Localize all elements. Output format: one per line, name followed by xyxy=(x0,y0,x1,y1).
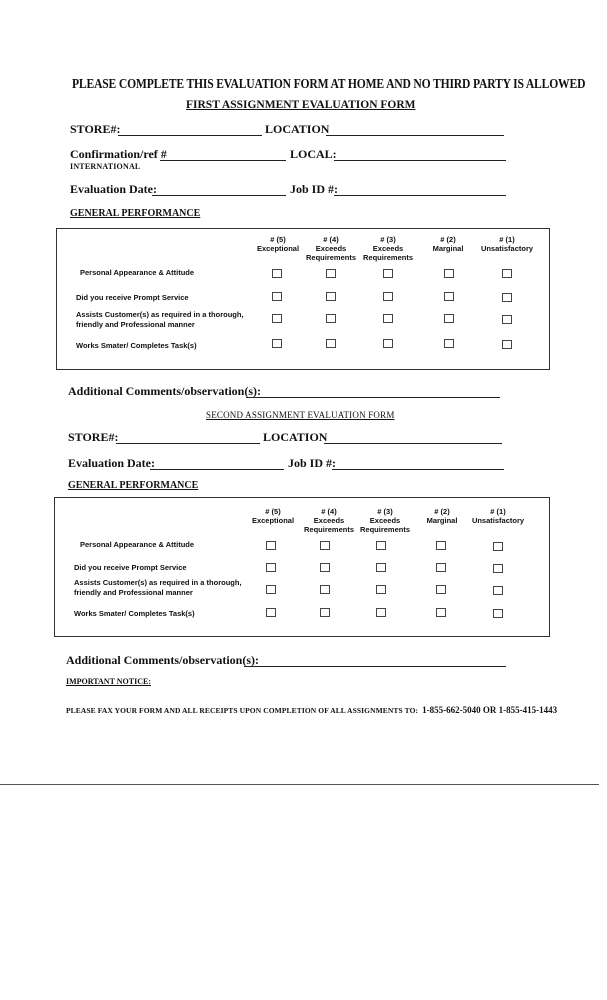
store-input[interactable] xyxy=(118,135,262,136)
store-input[interactable] xyxy=(116,443,260,444)
rating-checkbox[interactable] xyxy=(493,586,503,595)
rating-checkbox[interactable] xyxy=(272,269,282,278)
fax-notice xyxy=(66,700,557,718)
criterion-label: Personal Appearance & Attitude xyxy=(80,268,195,277)
evaluation-date-input[interactable] xyxy=(152,195,286,196)
rating-checkbox[interactable] xyxy=(266,585,276,594)
rating-checkbox[interactable] xyxy=(326,339,336,348)
rating-checkbox[interactable] xyxy=(436,563,446,572)
criterion-label: Assists Customer(s) as required in a thorough, friendly and Professional manner xyxy=(74,578,242,597)
rating-checkbox[interactable] xyxy=(326,269,336,278)
rating-column-header: # (5) Exceptional xyxy=(256,235,300,253)
location-label: LOCATION xyxy=(265,122,330,136)
criterion-label: Works Smater/ Completes Task(s) xyxy=(74,609,195,618)
confirmation-input[interactable] xyxy=(160,160,286,161)
rating-checkbox[interactable] xyxy=(436,608,446,617)
rating-checkbox[interactable] xyxy=(383,292,393,301)
fax-numbers: 1-855-662-5040 OR 1-855-415-1443 xyxy=(422,705,558,715)
rating-checkbox[interactable] xyxy=(493,542,503,551)
rating-checkbox[interactable] xyxy=(444,269,454,278)
rating-checkbox[interactable] xyxy=(272,292,282,301)
rating-checkbox[interactable] xyxy=(266,563,276,572)
rating-checkbox[interactable] xyxy=(493,564,503,573)
rating-column-header: # (4) Exceeds Requirements xyxy=(305,235,356,262)
rating-column-header: # (3) Exceeds Requirements xyxy=(359,507,410,534)
criterion-label: Did you receive Prompt Service xyxy=(76,293,189,302)
rating-checkbox[interactable] xyxy=(320,541,330,550)
rating-column-header: # (1) Unsatisfactory xyxy=(480,235,534,253)
store-label: STORE#: xyxy=(70,122,121,136)
comments-input[interactable] xyxy=(246,397,500,398)
rating-checkbox[interactable] xyxy=(266,608,276,617)
rating-checkbox[interactable] xyxy=(376,563,386,572)
first-form-title: FIRST ASSIGNMENT EVALUATION FORM xyxy=(186,99,416,111)
location-input[interactable] xyxy=(326,135,504,136)
criterion-label: Works Smater/ Completes Task(s) xyxy=(76,341,197,350)
rating-checkbox[interactable] xyxy=(383,314,393,323)
rating-checkbox[interactable] xyxy=(272,339,282,348)
rating-column-header: # (2) Marginal xyxy=(426,507,458,525)
local-input[interactable] xyxy=(334,160,506,161)
criterion-label: Did you receive Prompt Service xyxy=(74,563,187,572)
evaluation-date-label: Evaluation Date: xyxy=(68,456,155,470)
rating-column-header: # (3) Exceeds Requirements xyxy=(362,235,413,262)
confirmation-label: Confirmation/ref # xyxy=(70,147,167,161)
rating-checkbox[interactable] xyxy=(266,541,276,550)
rating-column-header: # (1) Unsatisfactory xyxy=(471,507,525,525)
rating-checkbox[interactable] xyxy=(320,585,330,594)
criterion-label: Personal Appearance & Attitude xyxy=(80,540,195,549)
rating-checkbox[interactable] xyxy=(436,585,446,594)
job-id-input[interactable] xyxy=(332,469,504,470)
comments-label: Additional Comments/observation(s): xyxy=(66,653,260,667)
rating-checkbox[interactable] xyxy=(376,608,386,617)
rating-checkbox[interactable] xyxy=(326,314,336,323)
rating-checkbox[interactable] xyxy=(502,293,512,302)
criterion-label: Assists Customer(s) as required in a thorough, friendly and Professional manner xyxy=(76,310,244,329)
rating-checkbox[interactable] xyxy=(444,314,454,323)
rating-checkbox[interactable] xyxy=(444,292,454,301)
rating-checkbox[interactable] xyxy=(376,541,386,550)
rating-checkbox[interactable] xyxy=(383,269,393,278)
rating-checkbox[interactable] xyxy=(376,585,386,594)
rating-checkbox[interactable] xyxy=(502,269,512,278)
rating-checkbox[interactable] xyxy=(320,563,330,572)
local-label: LOCAL: xyxy=(290,147,337,161)
evaluation-date-input[interactable] xyxy=(150,469,284,470)
general-performance-title: GENERAL PERFORMANCE xyxy=(70,208,201,219)
important-notice-title: IMPORTANT NOTICE: xyxy=(66,677,151,686)
store-label: STORE#: xyxy=(68,430,119,444)
comments-label: Additional Comments/observation(s): xyxy=(68,384,262,398)
job-id-input[interactable] xyxy=(334,195,506,196)
location-input[interactable] xyxy=(324,443,502,444)
evaluation-date-label: Evaluation Date: xyxy=(70,182,157,196)
second-form-title: SECOND ASSIGNMENT EVALUATION FORM xyxy=(206,410,395,420)
rating-checkbox[interactable] xyxy=(444,339,454,348)
rating-checkbox[interactable] xyxy=(493,609,503,618)
fax-notice-text: PLEASE FAX YOUR FORM AND ALL RECEIPTS UPON COMPLETION OF ALL ASSIGNMENTS TO: xyxy=(66,706,419,715)
international-label: INTERNATIONAL xyxy=(70,162,141,171)
rating-checkbox[interactable] xyxy=(502,315,512,324)
rating-column-header: # (4) Exceeds Requirements xyxy=(303,507,354,534)
job-id-label: Job ID #: xyxy=(290,182,339,196)
job-id-label: Job ID #: xyxy=(288,456,337,470)
rating-checkbox[interactable] xyxy=(320,608,330,617)
comments-input[interactable] xyxy=(244,666,506,667)
rating-checkbox[interactable] xyxy=(383,339,393,348)
location-label: LOCATION xyxy=(263,430,328,444)
rating-column-header: # (5) Exceptional xyxy=(251,507,295,525)
rating-checkbox[interactable] xyxy=(326,292,336,301)
page-divider xyxy=(0,784,599,785)
general-performance-title: GENERAL PERFORMANCE xyxy=(68,480,199,491)
rating-column-header: # (2) Marginal xyxy=(432,235,464,253)
rating-checkbox[interactable] xyxy=(436,541,446,550)
rating-checkbox[interactable] xyxy=(502,340,512,349)
page-title: PLEASE COMPLETE THIS EVALUATION FORM AT HOME AND NO THIRD PARTY IS ALLOWED xyxy=(72,76,586,91)
rating-checkbox[interactable] xyxy=(272,314,282,323)
